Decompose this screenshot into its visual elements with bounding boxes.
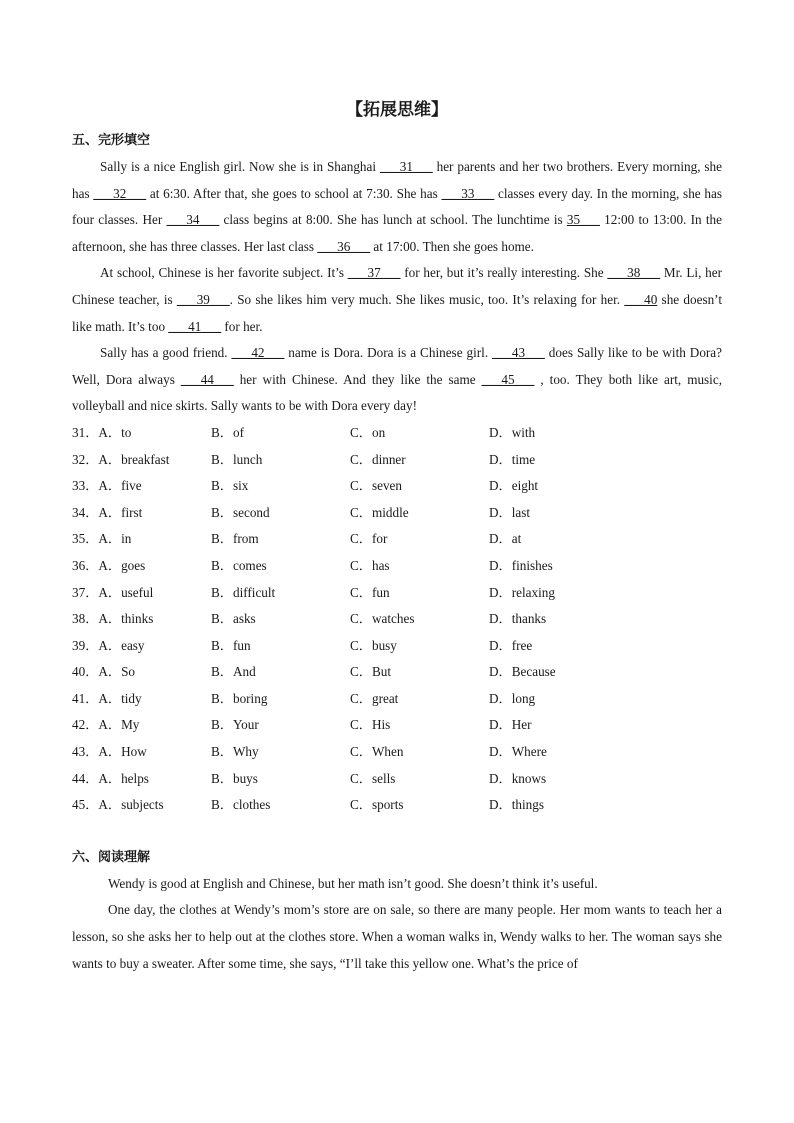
question-row-43	[72, 739, 722, 766]
option-a-text: A．subjects	[98, 797, 164, 813]
question-number: 38．	[72, 611, 99, 627]
option-b: B．boring	[211, 690, 268, 706]
option-a	[72, 580, 211, 607]
option-b: B．comes	[211, 557, 267, 573]
option-d: D．finishes	[489, 557, 553, 573]
option-a	[72, 659, 211, 686]
question-number: 34．	[72, 504, 99, 520]
reading-paragraph-2: One day, the clothes at Wendy’s mom’s store are on sale, so there are many people. Her mom wants to teach her a lesson, so she asks her to help out at the clothes store. When a woman walks in, Wendy walks to her. The woman says she wants to buy a sweater. After some time, she says, “I’ll take this yellow one. What’s the price of	[72, 902, 722, 971]
option-c: C．watches	[350, 611, 415, 627]
option-d: D．relaxing	[489, 584, 555, 600]
cloze-paragraph-3	[72, 340, 722, 420]
section-heading-cloze: 五、完形填空	[72, 133, 151, 148]
option-c: C．dinner	[350, 451, 406, 467]
option-c: C．for	[350, 531, 388, 547]
option-a	[72, 420, 211, 447]
question-row-34	[72, 500, 722, 527]
option-a-text: A．useful	[98, 584, 154, 600]
option-c: C．great	[350, 690, 399, 706]
option-d: D．free	[489, 637, 533, 653]
option-d: D．eight	[489, 478, 539, 494]
question-row-44	[72, 766, 722, 793]
option-d: D．thanks	[489, 611, 547, 627]
question-number: 40．	[72, 664, 99, 680]
reading-paragraph-1: Wendy is good at English and Chinese, but her math isn’t good. She doesn’t think it’s useful.	[108, 875, 598, 891]
question-row-42	[72, 712, 722, 739]
text: Sally has a good friend.	[100, 345, 232, 361]
text: at 17:00. Then she goes home.	[370, 238, 534, 254]
option-a-text: A．tidy	[98, 690, 142, 706]
option-c: C．seven	[350, 478, 403, 494]
text: Mr. Li, her Chinese teacher, is	[72, 265, 722, 307]
question-row-41	[72, 686, 722, 713]
blank-33: ___33___	[441, 185, 495, 201]
question-number: 37．	[72, 584, 99, 600]
option-d: D．knows	[489, 770, 547, 786]
option-c: C．sells	[350, 770, 396, 786]
option-b: B．clothes	[211, 797, 271, 813]
text: she doesn’t like math. It’s too	[72, 291, 722, 334]
option-a-text: A．easy	[98, 637, 145, 653]
blank-31: ___31___	[379, 159, 433, 174]
option-a	[72, 606, 211, 633]
question-number: 45．	[72, 797, 99, 813]
page-title: 【拓展思维】	[346, 100, 448, 120]
question-number: 35．	[72, 531, 99, 547]
option-a-text: A．So	[98, 664, 136, 680]
option-c: C．sports	[350, 797, 404, 813]
question-number: 31．	[72, 424, 99, 440]
question-number: 33．	[72, 478, 99, 494]
text: does Sally like to be with Dora? Well, Dora always	[72, 345, 723, 387]
option-a	[72, 686, 211, 713]
option-c: C．has	[350, 557, 390, 573]
option-a	[72, 633, 211, 660]
option-d: D．at	[489, 531, 522, 547]
option-d: D．time	[489, 451, 536, 467]
option-c: C．middle	[350, 504, 409, 520]
document-page	[72, 96, 722, 977]
option-b: B．difficult	[211, 584, 276, 600]
question-number: 43．	[72, 744, 99, 760]
option-a	[72, 739, 211, 766]
question-number: 36．	[72, 557, 99, 573]
option-d: D．with	[489, 424, 536, 440]
option-c: C．fun	[350, 584, 390, 600]
option-a-text: A．goes	[98, 557, 146, 573]
text: her with Chinese. And they like the same	[233, 371, 482, 387]
option-a-text: A．thinks	[98, 611, 154, 627]
option-b: B．of	[211, 424, 244, 440]
option-d: D．long	[489, 690, 536, 706]
option-b: B．from	[211, 531, 259, 547]
cloze-paragraph-1	[72, 154, 722, 260]
text: Sally is a nice English girl. Now she is in Shanghai	[100, 159, 380, 174]
blank-41: ___41___	[168, 318, 222, 334]
blank-39: ___39___	[176, 291, 230, 307]
text: , too. They both like art, music, volleyball and nice skirts. Sally wants to be with Dora every day!	[72, 371, 722, 414]
option-a-text: A．breakfast	[98, 451, 170, 467]
option-c: C．busy	[350, 637, 397, 653]
question-row-32	[72, 447, 722, 474]
question-number: 42．	[72, 717, 99, 733]
blank-37: ___37___	[347, 265, 401, 281]
option-c: C．on	[350, 424, 386, 440]
option-a-text: A．to	[98, 424, 132, 440]
blank-32: ___32___	[93, 185, 147, 201]
option-a-text: A．five	[98, 478, 142, 494]
option-a	[72, 553, 211, 580]
blank-40: ___40	[624, 291, 658, 307]
question-row-45	[72, 792, 722, 819]
question-row-38	[72, 606, 722, 633]
answer-options	[72, 420, 722, 819]
question-number: 41．	[72, 690, 99, 706]
option-a	[72, 712, 211, 739]
option-a	[72, 473, 211, 500]
cloze-paragraph-2	[72, 260, 722, 340]
blank-44: ___44___	[180, 371, 234, 387]
option-a	[72, 447, 211, 474]
option-a-text: A．My	[98, 717, 140, 733]
option-d: D．Her	[489, 717, 532, 733]
option-b: B．six	[211, 478, 249, 494]
text: for her.	[221, 318, 263, 334]
blank-45: ___45___	[481, 371, 535, 387]
text: . So she likes him very much. She likes music, too. It’s relaxing for her.	[229, 291, 625, 307]
option-d: D．things	[489, 797, 544, 813]
option-b: B．second	[211, 504, 270, 520]
reading-section	[72, 845, 722, 977]
blank-35: 35___	[566, 212, 600, 228]
blank-34: ___34___	[166, 212, 220, 228]
option-b: B．fun	[211, 637, 251, 653]
option-d: D．Because	[489, 664, 556, 680]
option-b: B．buys	[211, 770, 258, 786]
option-c: C．But	[350, 664, 392, 680]
blank-42: ___42___	[231, 345, 285, 361]
text: classes every day. In the morning, she has four classes. Her	[72, 185, 722, 228]
question-number: 39．	[72, 637, 99, 653]
option-b: B．And	[211, 664, 256, 680]
option-d: D．last	[489, 504, 531, 520]
question-row-40	[72, 659, 722, 686]
option-a	[72, 500, 211, 527]
spacer	[72, 819, 722, 845]
blank-36: ___36___	[317, 238, 371, 254]
text: her parents and her two brothers. Every morning, she has	[72, 159, 722, 201]
option-a	[72, 766, 211, 793]
option-a-text: A．helps	[98, 770, 149, 786]
question-number: 44．	[72, 770, 99, 786]
question-row-33	[72, 473, 722, 500]
blank-38: ___38___	[607, 265, 661, 281]
text: At school, Chinese is her favorite subject. It’s	[100, 265, 348, 281]
option-a-text: A．first	[98, 504, 143, 520]
question-row-37	[72, 580, 722, 607]
option-a-text: A．How	[98, 744, 147, 760]
option-a-text: A．in	[98, 531, 132, 547]
option-a	[72, 526, 211, 553]
option-d: D．Where	[489, 744, 547, 760]
text: at 6:30. After that, she goes to school at 7:30. She has	[146, 185, 442, 201]
option-b: B．Why	[211, 744, 259, 760]
question-row-31	[72, 420, 722, 447]
question-row-39	[72, 633, 722, 660]
option-c: C．His	[350, 717, 391, 733]
option-b: B．asks	[211, 611, 256, 627]
blank-43: ___43___	[492, 345, 545, 361]
text: class begins at 8:00. She has lunch at school. The lunchtime is	[219, 212, 567, 228]
question-row-36	[72, 553, 722, 580]
question-row-35	[72, 526, 722, 553]
option-a	[72, 792, 211, 819]
section-heading-reading: 六、阅读理解	[72, 849, 151, 865]
text: name is Dora. Dora is a Chinese girl.	[284, 345, 493, 361]
option-c: C．When	[350, 744, 404, 760]
question-number: 32．	[72, 451, 99, 467]
option-b: B．Your	[211, 717, 259, 733]
text: 12:00 to 13:00. In the afternoon, she has three classes. Her last class	[72, 212, 722, 254]
option-b: B．lunch	[211, 451, 263, 467]
text: for her, but it’s really interesting. She	[400, 265, 608, 281]
